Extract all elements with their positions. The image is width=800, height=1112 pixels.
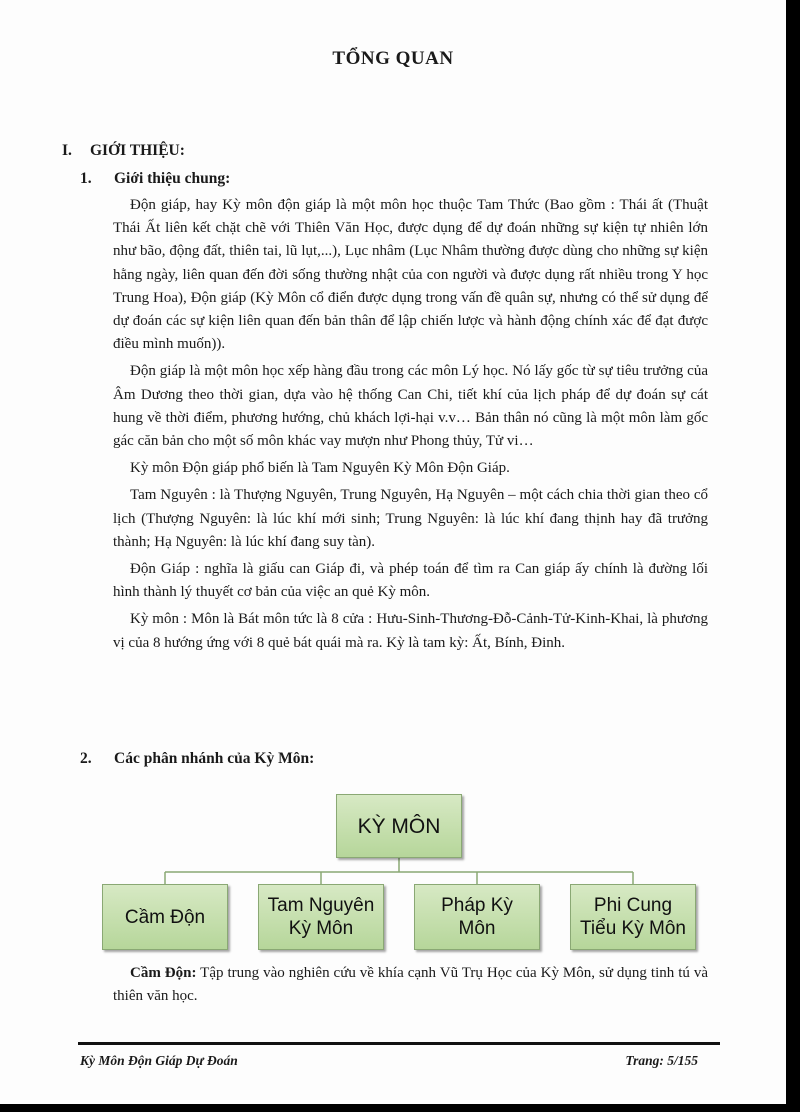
branch-term: Cầm Độn: xyxy=(130,965,197,981)
subsection-heading-branches xyxy=(80,750,314,768)
paragraph: Kỳ môn Độn giáp phổ biến là Tam Nguyên Kỳ Môn Độn Giáp. xyxy=(130,460,510,477)
subsection-number: 1. xyxy=(80,170,92,187)
branch-description-text: Tập trung vào nghiên cứu về khía cạnh Vũ Trụ Học của Kỳ Môn, sử dụng tinh tú và thiên văn học. xyxy=(113,965,709,1005)
paragraph: Độn giáp, hay Kỳ môn độn giáp là một môn học thuộc Tam Thức (Bao gồm : Thái ất (Thuật Thái Ất liên kết chặt chẽ với Thiên Văn Học, được dụng để dự đoán những sự kiện tự nhiên lớn như bão, động đất, thiên tai, lũ lụt,...), Lục nhâm (Lục Nhâm thường được dùng cho những sự kiện hằng ngày, liên quan đến đời sống thường nhật của con người và được dụng rất nhiều trong Y học Trung Hoa), Độn giáp (Kỳ Môn cổ điển được dụng trong vấn đề quân sự, nhưng có thể sử dụng để dự đoán các sự kiện liên quan đến bản thân để lập chiến lược và hành động chính xác để đạt được điều mình muốn)). xyxy=(113,197,708,353)
paragraph: Kỳ môn : Môn là Bát môn tức là 8 cửa : Hưu-Sinh-Thương-Đỗ-Cảnh-Tử-Kinh-Khai, là phương vị của 8 hướng ứng với 8 quẻ bát quái mà ra. Kỳ là tam kỳ: Ất, Bính, Đinh. xyxy=(113,611,708,651)
footer-page-number: Trang: 5/155 xyxy=(625,1053,698,1068)
page-title: TỔNG QUAN xyxy=(332,48,454,69)
diagram-root-node: KỲ MÔN xyxy=(336,794,462,858)
section-heading-text: GIỚI THIỆU: xyxy=(90,142,185,159)
subsection-number: 2. xyxy=(80,750,92,767)
diagram-branch-node: Phi Cung Tiểu Kỳ Môn xyxy=(570,884,696,950)
subsection-heading-text: Giới thiệu chung: xyxy=(114,170,231,187)
footer-book-title: Kỳ Môn Độn Giáp Dự Đoán xyxy=(80,1053,238,1068)
diagram-branch-node: Tam Nguyên Kỳ Môn xyxy=(258,884,384,950)
intro-body xyxy=(113,194,708,659)
paragraph: Độn giáp là một môn học xếp hàng đầu trong các môn Lý học. Nó lấy gốc từ sự tiêu trưởng của Âm Dương theo thời gian, dựa vào hệ thống Can Chi, tiết khí của lịch pháp để dự đoán sự cát hung về thời điểm, phương hướng, chủ khách lợi-hại v.v… Bản thân nó cũng là một môn làm gốc gác căn bản cho một số môn khác vay mượn như Phong thủy, Tử vi… xyxy=(113,363,708,450)
diagram-branch-node: Pháp Kỳ Môn xyxy=(414,884,540,950)
section-heading-introduction xyxy=(62,142,185,160)
branch-description xyxy=(113,962,708,1008)
paragraph xyxy=(113,962,708,1008)
subsection-heading-text: Các phân nhánh của Kỳ Môn: xyxy=(114,750,315,767)
footer-divider xyxy=(78,1042,720,1045)
diagram-branch-node: Cầm Độn xyxy=(102,884,228,950)
paragraph: Độn Giáp : nghĩa là giấu can Giáp đi, và phép toán để tìm ra Can giáp ấy chính là đường lối hình thành lý thuyết cơ bản của việc an quẻ Kỳ môn. xyxy=(113,561,708,601)
paragraph: Tam Nguyên : là Thượng Nguyên, Trung Nguyên, Hạ Nguyên – một cách chia thời gian theo cổ lịch (Thượng Nguyên: là lúc khí mới sinh; Trung Nguyên: là lúc khí đang thịnh hay đã trưởng thành; Hạ Nguyên: là lúc khí đang suy tàn). xyxy=(113,487,708,550)
subsection-heading-general xyxy=(80,170,230,188)
section-number: I. xyxy=(62,142,72,159)
